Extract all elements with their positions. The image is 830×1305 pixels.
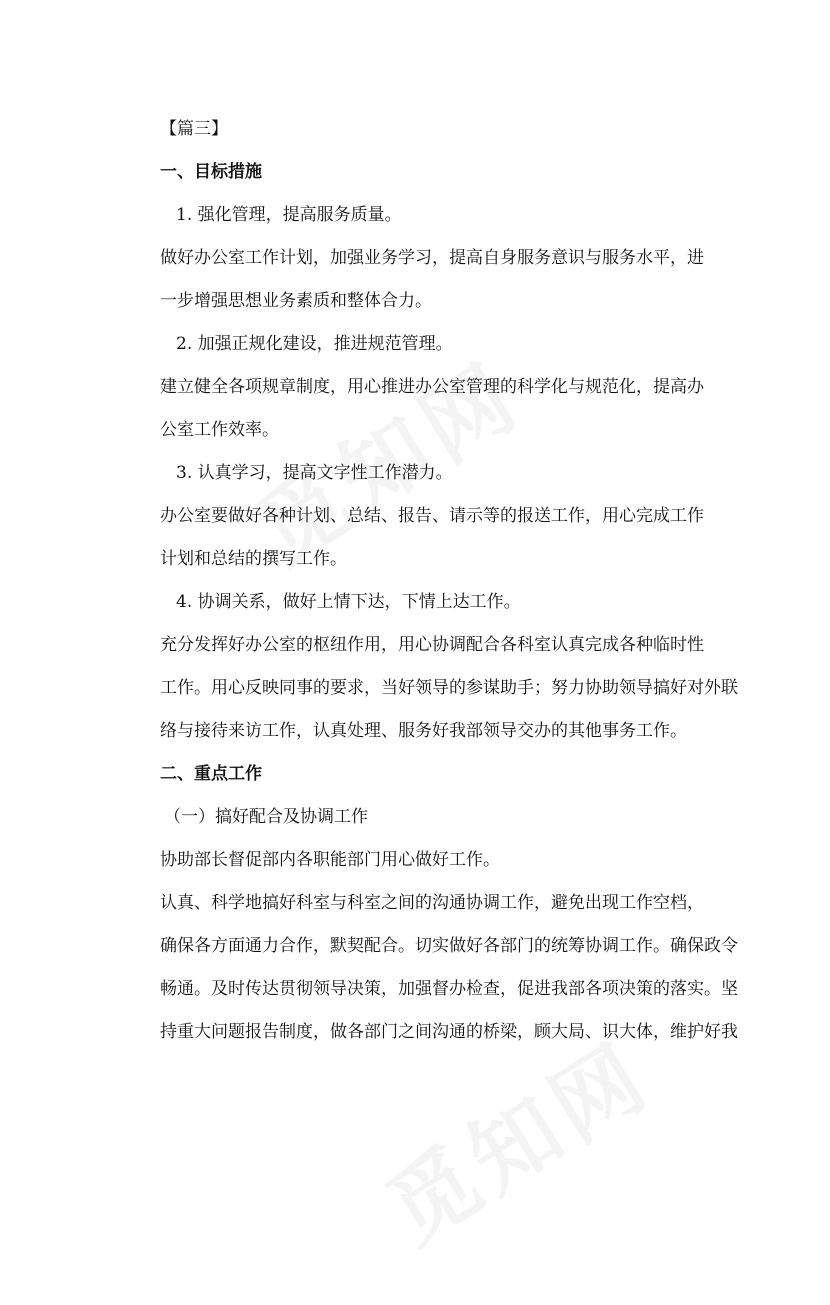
sub-heading-1: （一）搞好配合及协调工作 [164,807,368,827]
paragraph-line: 建立健全各项规章制度，用心推进办公室管理的科学化与规范化，提高办 [160,377,704,397]
paragraph-line: 协助部长督促部内各职能部门用心做好工作。 [160,850,500,870]
section-heading-key-work: 二、重点工作 [160,764,262,784]
item-heading-1: 1. 强化管理，提高服务质量。 [176,205,402,225]
paragraph-line: 公室工作效率。 [160,420,279,440]
section-heading-goals: 一、目标措施 [160,162,262,182]
paragraph-line: 充分发挥好办公室的枢纽作用，用心协调配合各科室认真完成各种临时性 [160,635,704,655]
paragraph-line: 办公室要做好各种计划、总结、报告、请示等的报送工作，用心完成工作 [160,506,704,526]
paragraph-line: 确保各方面通力合作，默契配合。切实做好各部门的统筹协调工作。确保政令 [160,936,738,956]
paragraph-line: 持重大问题报告制度，做各部门之间沟通的桥梁，顾大局、识大体，维护好我 [160,1022,738,1042]
paragraph-line: 认真、科学地搞好科室与科室之间的沟通协调工作，避免出现工作空档， [160,893,704,913]
paragraph-line: 工作。用心反映同事的要求，当好领导的参谋助手；努力协助领导搞好对外联 [160,678,738,698]
paragraph-line: 计划和总结的撰写工作。 [160,549,347,569]
paragraph-line: 一步增强思想业务素质和整体合力。 [160,291,432,311]
item-heading-4: 4. 协调关系，做好上情下达，下情上达工作。 [176,592,521,612]
document-body [160,108,738,1054]
item-heading-3: 3. 认真学习，提高文字性工作潜力。 [176,463,453,483]
paragraph-line: 做好办公室工作计划，加强业务学习，提高自身服务意识与服务水平，进 [160,248,704,268]
item-heading-2: 2. 加强正规化建设，推进规范管理。 [176,334,453,354]
paragraph-line: 络与接待来访工作，认真处理、服务好我部领导交办的其他事务工作。 [160,721,687,741]
paragraph-line: 畅通。及时传达贯彻领导决策，加强督办检查，促进我部各项决策的落实。坚 [160,979,738,999]
chapter-label: 【篇三】 [160,119,228,139]
